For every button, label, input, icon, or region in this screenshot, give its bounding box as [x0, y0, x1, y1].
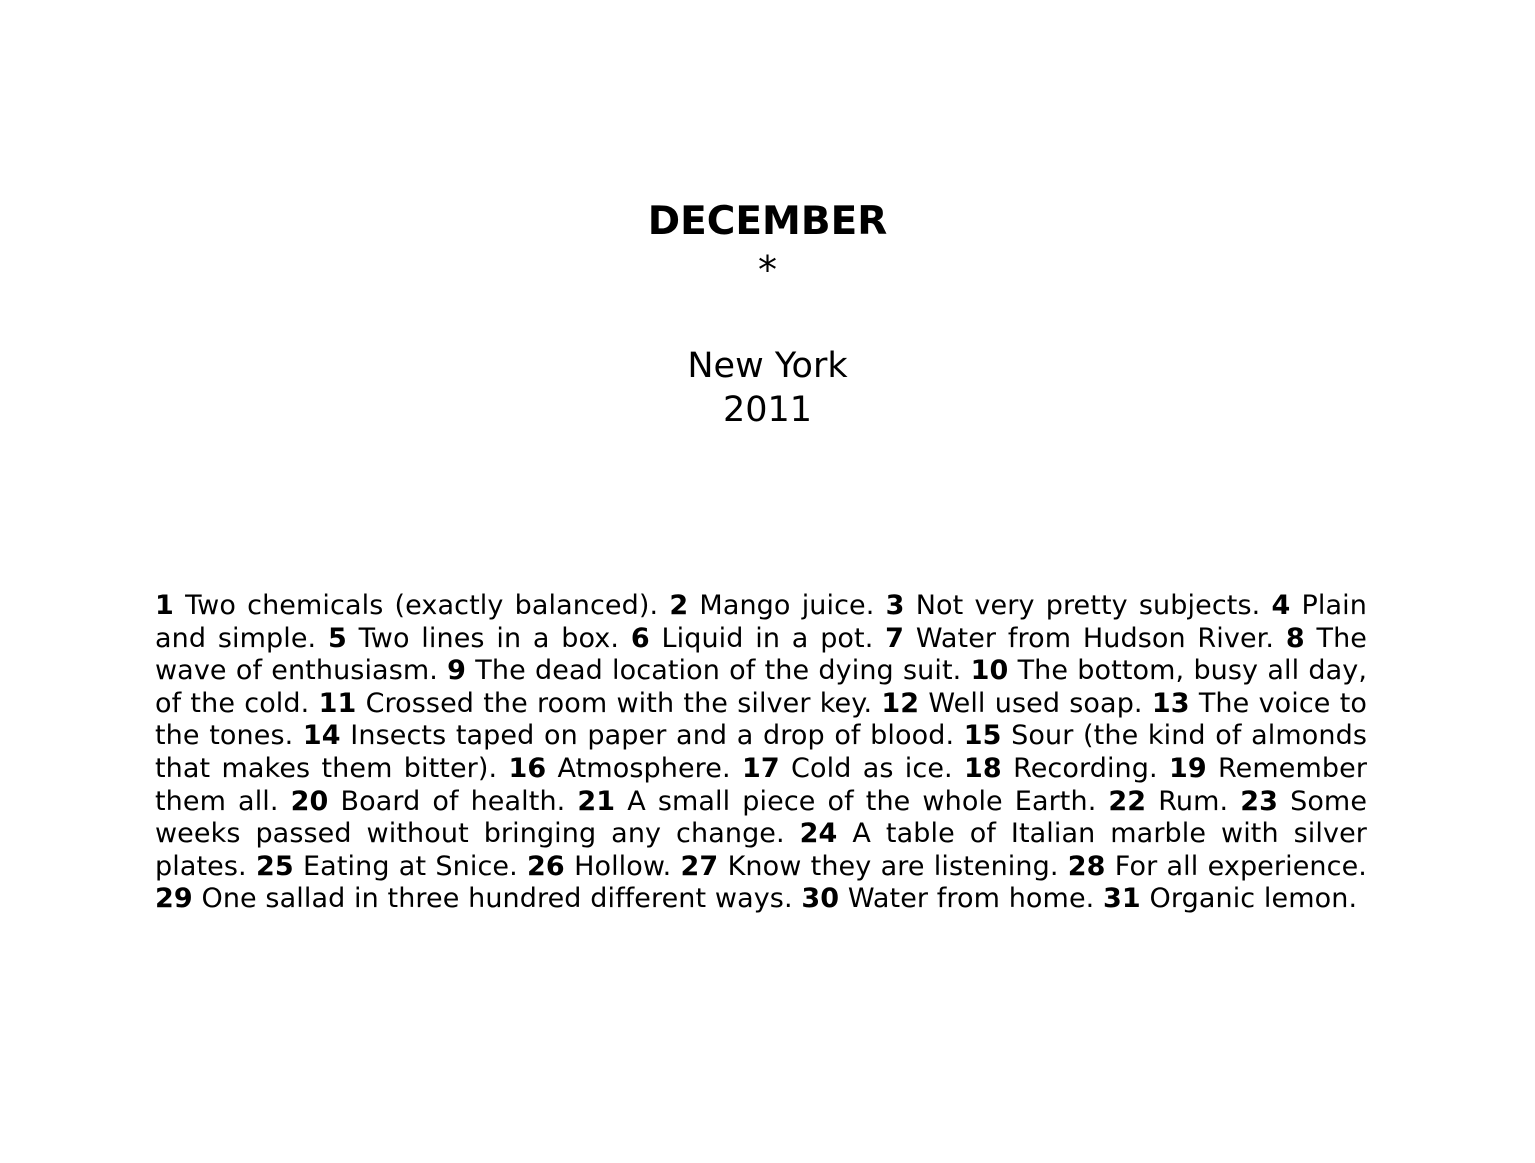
- diary-entry: [1108, 786, 1228, 817]
- place-label: New York: [687, 346, 848, 386]
- diary-entry: [1103, 883, 1357, 914]
- diary-entry: [291, 786, 566, 817]
- diary-entry: [964, 753, 1158, 784]
- entry-day-number: 16: [508, 752, 547, 784]
- diary-entry: [256, 851, 518, 882]
- entry-day-number: 14: [302, 720, 341, 752]
- entry-day-number: 26: [527, 850, 565, 882]
- entry-text: The wave of enthusiasm.: [155, 622, 1368, 687]
- diary-entry: [577, 786, 1096, 817]
- entry-day-number: 12: [881, 687, 920, 719]
- entry-day-number: 5: [328, 622, 347, 654]
- diary-entry: [1068, 851, 1367, 882]
- asterisk-separator: *: [758, 248, 777, 292]
- diary-entry: [303, 720, 954, 751]
- entry-day-number: 29: [155, 883, 193, 915]
- entry-text: Sour (the kind of almonds that makes them bitter).: [155, 720, 1367, 784]
- entry-day-number: 28: [1067, 850, 1106, 882]
- entry-day-number: 17: [741, 752, 780, 784]
- entry-text: Mango juice.: [699, 590, 875, 621]
- entry-text: Well used soap.: [928, 687, 1143, 719]
- entry-day-number: 15: [963, 720, 1002, 752]
- entry-text: Some weeks passed without bringing any change.: [155, 785, 1368, 850]
- year-label: 2011: [722, 390, 813, 430]
- entry-text: Eating at Snice.: [303, 850, 518, 882]
- entry-text: The voice to the tones.: [155, 687, 1368, 752]
- entry-text: Water from Hudson River.: [915, 622, 1275, 654]
- entry-text: Know they are listening.: [727, 850, 1059, 882]
- entry-day-number: 8: [1285, 622, 1305, 654]
- entry-text: The dead location of the dying suit.: [475, 655, 962, 687]
- diary-entry: [155, 590, 658, 621]
- month-title: DECEMBER: [647, 199, 888, 244]
- diary-entry: [527, 851, 671, 882]
- diary-entry: [669, 590, 874, 621]
- entry-day-number: 11: [318, 687, 357, 719]
- diary-entry: [886, 590, 1261, 621]
- entry-day-number: 1: [155, 590, 174, 621]
- entry-day-number: 21: [577, 785, 616, 817]
- entry-text: Rum.: [1158, 785, 1229, 817]
- entry-day-number: 7: [885, 622, 905, 654]
- diary-entry: [742, 753, 953, 784]
- entry-text: Cold as ice.: [791, 752, 953, 784]
- entry-day-number: 22: [1108, 785, 1147, 817]
- entry-text: A table of Italian marble with silver plates.: [155, 818, 1368, 882]
- diary-entry: [447, 655, 961, 686]
- entry-text: Two chemicals (exactly balanced).: [185, 590, 659, 621]
- diary-entry: [885, 623, 1274, 654]
- diary-entry: [681, 851, 1059, 882]
- entry-text: For all experience.: [1114, 850, 1367, 882]
- diary-entries: [155, 590, 1367, 916]
- entry-text: Water from home.: [847, 883, 1095, 915]
- entry-day-number: 27: [680, 850, 719, 882]
- entry-day-number: 24: [799, 818, 838, 850]
- entry-text: Crossed the room with the silver key.: [365, 687, 873, 719]
- entry-text: The bottom, busy all day, of the cold.: [155, 655, 1368, 719]
- diary-entry: [155, 883, 793, 914]
- entry-text: A small piece of the whole Earth.: [627, 785, 1097, 817]
- entry-text: One sallad in three hundred different ways.: [201, 883, 793, 915]
- entry-day-number: 4: [1271, 590, 1291, 621]
- entry-text: Recording.: [1013, 752, 1158, 784]
- entry-day-number: 9: [447, 655, 467, 687]
- entry-text: Not very pretty subjects.: [915, 590, 1261, 621]
- entry-text: Board of health.: [340, 785, 566, 817]
- diary-entry: [801, 883, 1094, 914]
- entry-day-number: 19: [1168, 752, 1207, 784]
- entry-day-number: 10: [970, 655, 1009, 687]
- entry-day-number: 20: [290, 785, 329, 817]
- entry-text: Remember them all.: [155, 752, 1368, 817]
- entry-day-number: 13: [1151, 687, 1190, 719]
- entry-day-number: 18: [964, 752, 1002, 784]
- entry-day-number: 31: [1103, 883, 1141, 915]
- entry-text: Two lines in a box.: [358, 622, 620, 654]
- entry-day-number: 25: [255, 850, 294, 882]
- diary-entry: [508, 753, 730, 784]
- diary-entry: [328, 623, 619, 654]
- entry-text: Organic lemon.: [1149, 883, 1358, 915]
- entry-day-number: 3: [885, 590, 905, 621]
- diary-entry: [631, 623, 874, 654]
- entry-text: Plain and simple.: [155, 590, 1367, 654]
- diary-entry: [881, 688, 1142, 719]
- entry-day-number: 2: [669, 590, 689, 621]
- entry-day-number: 30: [801, 883, 840, 915]
- entry-text: Insects taped on paper and a drop of blood.: [350, 720, 955, 752]
- entry-day-number: 6: [630, 622, 650, 654]
- diary-entry: [319, 688, 873, 719]
- entry-text: Hollow.: [574, 850, 672, 882]
- entry-text: Atmosphere.: [557, 752, 731, 784]
- entry-text: Liquid in a pot.: [661, 622, 874, 654]
- entry-day-number: 23: [1240, 785, 1279, 817]
